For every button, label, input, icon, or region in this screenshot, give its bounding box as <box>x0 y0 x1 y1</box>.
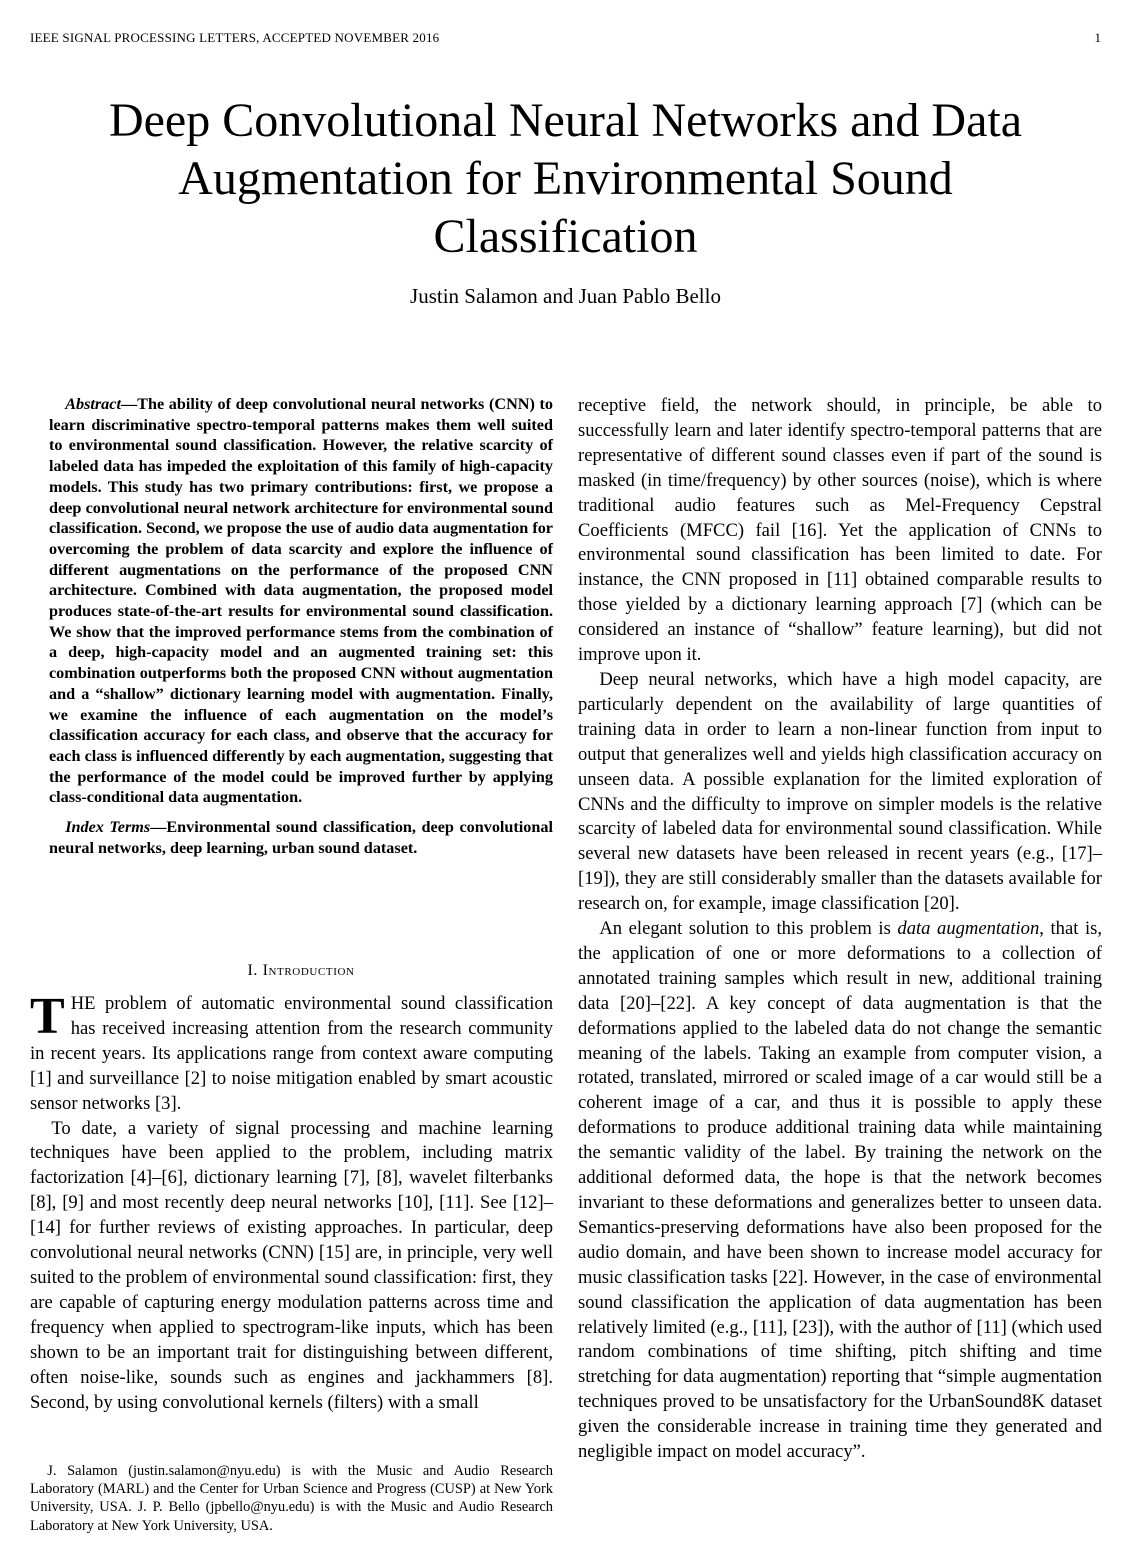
drop-cap: T <box>30 988 65 1045</box>
index-terms <box>49 817 553 858</box>
right-paragraph-3-lead: An elegant solution to this problem is <box>599 918 898 940</box>
intro-paragraph-2: To date, a variety of signal processing and machine learning techniques have been applied to the problem, including matrix factorization [4]–[6], dictionary learning [7], [8], wavelet filterbanks [8], [9] and most recently deep neural networks [10], [11]. See [12]–[14] for further reviews of existing approaches. In particular, deep convolutional neural networks (CNN) [15] are, in principle, very well suited to the problem of environmental sound classification: first, they are capable of capturing energy modulation patterns across time and frequency when applied to spectrogram-like inputs, which has been shown to be an important trait for distinguishing between different, often noise-like, sounds such as engines and jackhammers [8]. Second, by using convolutional kernels (filters) with a small <box>30 1117 553 1413</box>
index-terms-text: —Environmental sound classification, deep convolutional neural networks, deep learning, urban sound dataset. <box>49 818 553 857</box>
page-number: 1 <box>1094 30 1101 45</box>
section-heading <box>49 962 553 980</box>
section-number: I. <box>247 962 258 979</box>
index-terms-label: Index Terms <box>65 818 151 837</box>
abstract-label: Abstract <box>65 395 121 413</box>
paper-title <box>0 92 1131 266</box>
intro-paragraph-1 <box>30 988 553 1117</box>
intro-body <box>30 988 553 1415</box>
author-footnote: J. Salamon (justin.salamon@nyu.edu) is with the Music and Audio Research Laboratory (MARL) and the Center for Urban Science and Progress (CUSP) at New York University, USA. J. P. Bello (jpbello@nyu.edu) is with the Music and Audio Research Laboratory at New York University, USA. <box>30 1463 553 1534</box>
right-paragraph-3-text: , that is, the application of one or more deformations to a collection of annotated training samples which result in new, additional training data [20]–[22]. A key concept of data augmentation is that the deformations applied to the labeled data do not change the semantic meaning of the labels. Taking an example from computer vision, a rotated, translated, mirrored or scaled image of a car would still be a coherent image of a car, and thus it is possible to apply these deformations to produce additional training data while maintaining the semantic validity of the label. By training the network on the additional deformed data, the hope is that the network becomes invariant to these deformations and generalizes better to unseen data. Semantics-preserving deformations have also been proposed for the audio domain, and have been shown to increase model accuracy for music classification tasks [22]. However, in the case of environmental sound classification the application of data augmentation has been relatively limited (e.g., [11], [23]), with the author of [11] (which used random combinations of time shifting, pitch shifting and time stretching for data augmentation) reporting that “simple augmentation techniques proved to be unsatisfactory for the UrbanSound8K dataset given the considerable increase in training time they generated and negligible impact on model accuracy”. <box>578 918 1102 1463</box>
abstract <box>49 394 553 808</box>
abstract-block <box>49 394 553 858</box>
data-augmentation-emphasis: data augmentation <box>897 918 1040 940</box>
right-paragraph-2: Deep neural networks, which have a high model capacity, are particularly dependent on the availability of large quantities of training data in order to learn a non-linear function from input to output that generalizes well and yields high classification accuracy on unseen data. A possible explanation for the limited exploration of CNNs and the difficulty to improve on simpler models is the relative scarcity of labeled data for environmental sound classification. While several new datasets have been released in recent years (e.g., [17]–[19]), they are still considerably smaller than the datasets available for research on, for example, image classification [20]. <box>578 668 1102 915</box>
right-paragraph-1: receptive field, the network should, in principle, be able to successfully learn and later identify spectro-temporal patterns that are representative of different sound classes even if part of the sound is masked (in time/frequency) by other sources (noise), which is where traditional audio features such as Mel-Frequency Cepstral Coefficients (MFCC) fail [16]. Yet the application of CNNs to environmental sound classification has been limited to date. For instance, the CNN proposed in [11] obtained comparable results to those yielded by a dictionary learning approach [7] (which can be considered an instance of “shallow” feature learning), but did not improve upon it. <box>578 395 1102 666</box>
right-paragraph-3 <box>578 917 1102 1465</box>
right-column <box>578 394 1102 1465</box>
title-line-1: Deep Convolutional Neural Networks and Data <box>108 94 1023 147</box>
title-line-3: Classification <box>433 210 698 263</box>
authors: Justin Salamon and Juan Pablo Bello <box>410 284 721 308</box>
journal-header: IEEE SIGNAL PROCESSING LETTERS, ACCEPTED NOVEMBER 2016 <box>30 30 440 45</box>
abstract-text: —The ability of deep convolutional neural networks (CNN) to learn discriminative spectro-temporal patterns makes them well suited to environmental sound classification. However, the relative scarcity of labeled data has impeded the exploitation of this family of high-capacity models. This study has two primary contributions: first, we propose a deep convolutional neural network architecture for environmental sound classification. Second, we propose the use of audio data augmentation for overcoming the problem of data scarcity and explore the influence of different augmentations on the performance of the proposed CNN architecture. Combined with data augmentation, the proposed model produces state-of-the-art results for environmental sound classification. We show that the improved performance stems from the combination of a deep, high-capacity model and an augmented training set: this combination outperforms both the proposed CNN without augmentation and a “shallow” dictionary learning model with augmentation. Finally, we examine the influence of each augmentation on the model’s classification accuracy for each class, and observe that the accuracy for each class is influenced differently by each augmentation, suggesting that the performance of the model could be improved further by applying class-conditional data augmentation. <box>49 395 553 807</box>
section-title: Introduction <box>262 962 355 979</box>
intro-paragraph-1-text: HE problem of automatic environmental sound classification has received increasing attention from the research community in recent years. Its applications range from context aware computing [1] and surveillance [2] to noise mitigation enabled by smart acoustic sensor networks [3]. <box>30 993 553 1114</box>
title-line-2: Augmentation for Environmental Sound <box>178 152 953 205</box>
